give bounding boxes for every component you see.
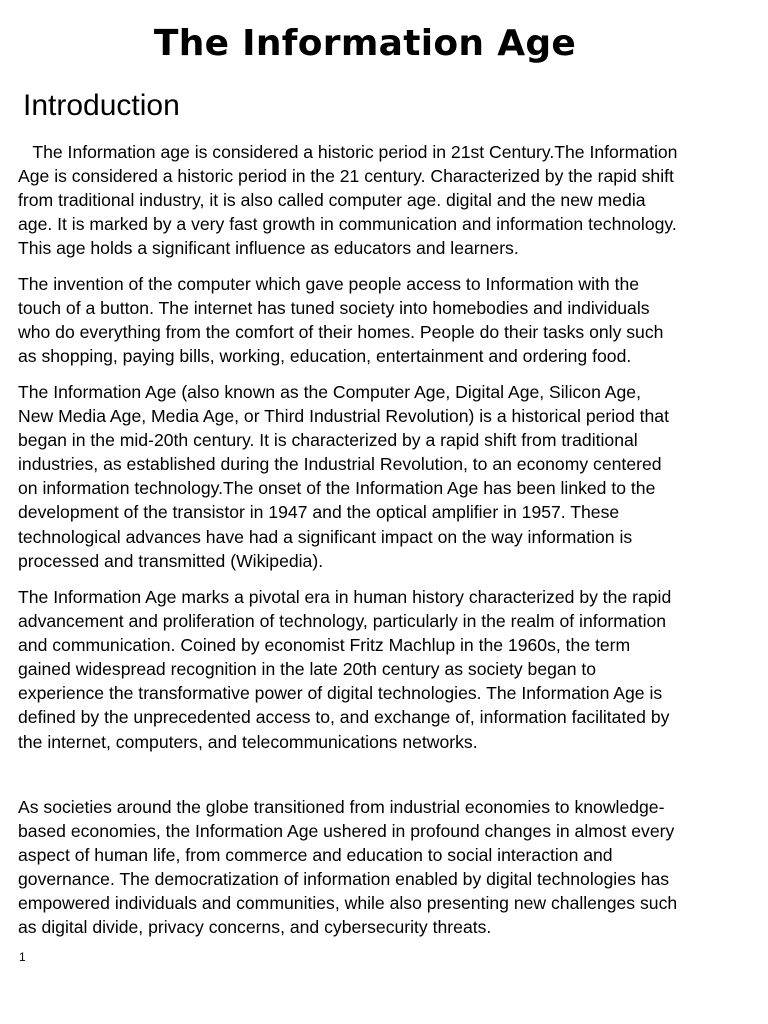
paragraph-line: empowered individuals and communities, while also presenting new challenges such (18, 893, 678, 914)
paragraph-line: aspect of human life, from commerce and education to social interaction and (18, 845, 613, 866)
paragraph-line: development of the transistor in 1947 and the optical amplifier in 1957. These (18, 502, 620, 523)
paragraph-line: As societies around the globe transitioned from industrial economies to knowledge- (18, 797, 665, 817)
paragraph-line: age. It is marked by a very fast growth in communication and information technology. (18, 214, 677, 235)
paragraph-line: as digital divide, privacy concerns, and cybersecurity threats. (18, 917, 492, 938)
paragraph-line: The Information Age marks a pivotal era in human history characterized by the rapid (18, 587, 672, 607)
paragraph-line: and communication. Coined by economist Fritz Machlup in the 1960s, the term (18, 635, 631, 656)
paragraph-1 (18, 140, 748, 260)
paragraph-line: experience the transformative power of digital technologies. The Information Age is (18, 683, 663, 704)
paragraph-line: as shopping, paying bills, working, education, entertainment and ordering food. (18, 346, 632, 367)
paragraph-line: The invention of the computer which gave people access to Information with the (18, 274, 640, 294)
paragraph-line: industries, as established during the Industrial Revolution, to an economy centered (18, 454, 662, 475)
section-heading-introduction: Introduction (23, 89, 180, 122)
paragraph-line: the internet, computers, and telecommunications networks. (18, 731, 478, 752)
paragraph-line: defined by the unprecedented access to, and exchange of, information facilitated by (18, 707, 670, 728)
paragraph-line: who do everything from the comfort of their homes. People do their tasks only such (18, 322, 664, 343)
paragraph-line: advancement and proliferation of technology, particularly in the realm of information (18, 611, 667, 632)
paragraph-line: gained widespread recognition in the late 20th century as society began to (18, 659, 597, 680)
paragraph-3 (18, 380, 748, 573)
paragraph-line: processed and transmitted (Wikipedia). (18, 550, 324, 571)
paragraph-5 (18, 795, 748, 940)
paragraph-line: began in the mid-20th century. It is characterized by a rapid shift from traditional (18, 430, 638, 451)
page-title: The Information Age (153, 23, 577, 64)
paragraph-line: governance. The democratization of information enabled by digital technologies has (18, 869, 670, 890)
paragraph-4 (18, 585, 748, 754)
paragraph-line: from traditional industry, it is also called computer age. digital and the new media (18, 190, 646, 211)
paragraph-2 (18, 272, 748, 368)
paragraph-line: The Information Age (also known as the Computer Age, Digital Age, Silicon Age, (18, 382, 641, 402)
paragraph-line: Age is considered a historic period in the 21 century. Characterized by the rapid shift (18, 166, 674, 187)
paragraph-line: touch of a button. The internet has tuned society into homebodies and individuals (18, 298, 650, 319)
paragraph-line: New Media Age, Media Age, or Third Industrial Revolution) is a historical period that (18, 406, 669, 427)
page-number: 1 (19, 950, 26, 964)
paragraph-line: The Information age is considered a historic period in 21st Century.The Information (18, 142, 678, 162)
paragraph-line: on information technology.The onset of the Information Age has been linked to the (18, 478, 656, 499)
paragraph-line: This age holds a significant influence as educators and learners. (18, 238, 519, 259)
paragraph-line: technological advances have had a significant impact on the way information is (18, 526, 633, 547)
paragraph-line: based economies, the Information Age ushered in profound changes in almost every (18, 821, 675, 842)
